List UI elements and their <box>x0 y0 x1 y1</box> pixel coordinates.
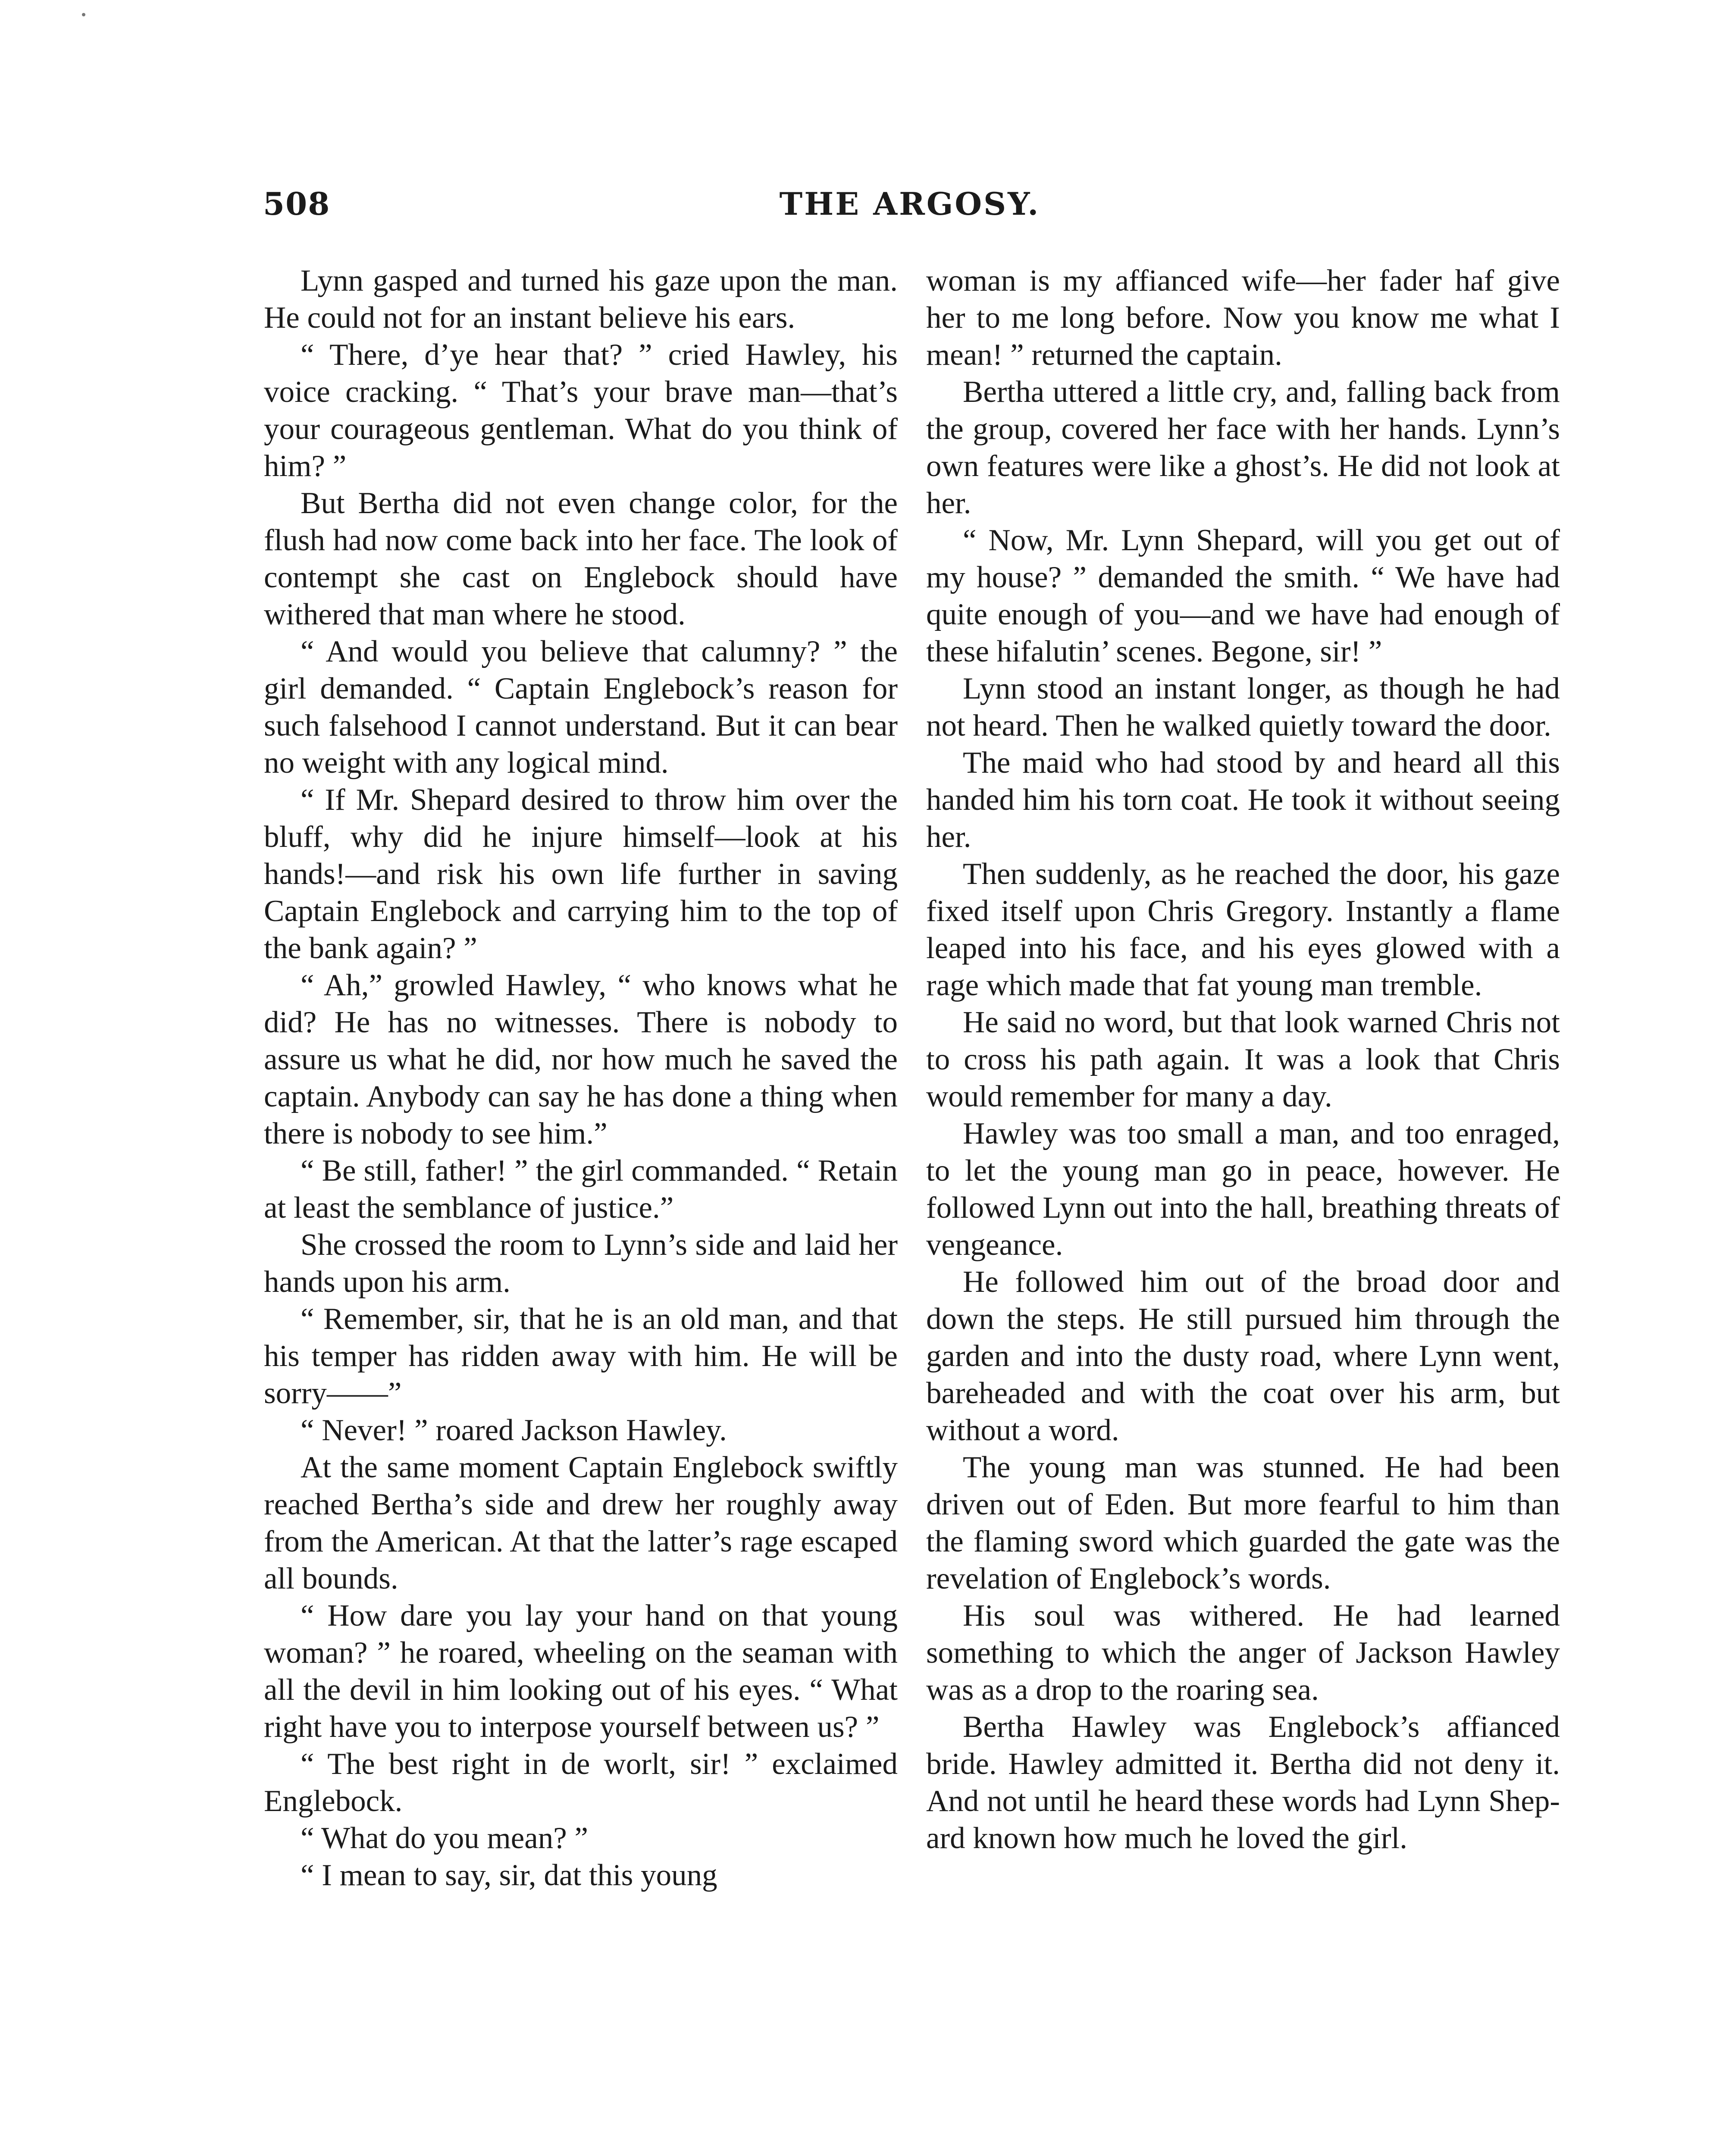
paragraph: “ Be still, father! ” the girl commanded. “ Retain at least the semblance of justice.” <box>264 1154 898 1225</box>
right-column <box>926 262 1560 1857</box>
page-speck <box>82 13 85 16</box>
paragraph: “ There, d’ye hear that? ” cried Hawley, his voice cracking. “ That’s your brave man—that’s your courageous gentleman. What do you think of him? ” <box>264 338 898 483</box>
paragraph: At the same moment Captain Englebock swiftly reached Bertha’s side and drew her roughly away from the American. At that the latter’s rage escaped all bounds. <box>264 1451 898 1595</box>
paragraph: Hawley was too small a man, and too enraged, to let the young man go in peace, however. He followed Lynn out into the hall, breathing threats of vengeance. <box>926 1117 1560 1262</box>
paragraph: “ Remember, sir, that he is an old man, and that his temper has ridden away with him. He will be sorry——” <box>264 1302 898 1410</box>
page-number: 508 <box>263 185 331 222</box>
page-header <box>263 185 1556 237</box>
paragraph: Lynn stood an instant longer, as though he had not heard. Then he walked quietly toward the door. <box>926 672 1560 743</box>
paragraph: He followed him out of the broad door and down the steps. He still pursued him through the garden and into the dusty road, where Lynn went, bareheaded and with the coat over his arm, but without a word. <box>926 1265 1560 1447</box>
paragraph: “ Never! ” roared Jackson Hawley. <box>301 1413 727 1447</box>
paragraph: Lynn gasped and turned his gaze upon the man. He could not for an instant believe his ears. <box>264 264 898 335</box>
paragraph: “ The best right in de worlt, sir! ” exclaimed Englebock. <box>264 1747 898 1818</box>
paragraph: His soul was withered. He had learned something to which the anger of Jackson Hawley was as a drop to the roaring sea. <box>926 1599 1560 1707</box>
paragraph: “ If Mr. Shepard desired to throw him over the bluff, why did he injure himself—look at his hands!—and risk his own life further in saving Captain Englebock and carrying him to the top of the bank again? ” <box>264 783 898 965</box>
paragraph: He said no word, but that look warned Chris not to cross his path again. It was a look that Chris would remember for many a day. <box>926 1006 1560 1113</box>
paragraph: “ I mean to say, sir, dat this young <box>301 1858 717 1892</box>
paragraph: “ And would you believe that calumny? ” the girl demanded. “ Captain Englebock’s reason for such falsehood I cannot understand. But it can bear no weight with any logical mind. <box>264 635 898 780</box>
left-column <box>264 262 898 1894</box>
paragraph: Bertha Hawley was Englebock’s affianced bride. Hawley admitted it. Bertha did not deny it. And not until he heard these words had Lynn Shepard known how much he loved the girl. <box>926 1710 1560 1855</box>
paragraph: But Bertha did not even change color, for the flush had now come back into her face. The look of contempt she cast on Englebock should have withered that man where he stood. <box>264 486 898 631</box>
paragraph: She crossed the room to Lynn’s side and laid her hands upon his arm. <box>264 1228 898 1299</box>
paragraph: “ How dare you lay your hand on that young woman? ” he roared, wheeling on the seaman with all the devil in him looking out of his eyes. “ What right have you to interpose yourself between us? ” <box>264 1599 898 1744</box>
paragraph-continued: woman is my affianced wife—her fader haf give her to me long before. Now you know me what I mean! ” returned the captain. <box>926 264 1560 372</box>
paragraph: The young man was stunned. He had been driven out of Eden. But more fearful to him than the flaming sword which guarded the gate was the revelation of Englebock’s words. <box>926 1451 1560 1595</box>
paragraph: Bertha uttered a little cry, and, falling back from the group, covered her face with her hands. Lynn’s own features were like a ghost’s. He did not look at her. <box>926 375 1560 520</box>
paragraph: “ What do you mean? ” <box>301 1821 589 1855</box>
running-head: THE ARGOSY. <box>779 185 1040 222</box>
paragraph: Then suddenly, as he reached the door, his gaze fixed itself upon Chris Gregory. Instantly a flame leaped into his face, and his eyes glowed with a rage which made that fat young man tremble. <box>926 857 1560 1002</box>
paragraph: “ Now, Mr. Lynn Shepard, will you get out of my house? ” demanded the smith. “ We have had quite enough of you—and we have had enough of these hifalutin’ scenes. Begone, sir! ” <box>926 523 1560 668</box>
paragraph: “ Ah,” growled Hawley, “ who knows what he did? He has no witnesses. There is nobody to assure us what he did, nor how much he saved the captain. Anybody can say he has done a thing when there is nobody to see him.” <box>264 968 898 1150</box>
paragraph: The maid who had stood by and heard all this handed him his torn coat. He took it without seeing her. <box>926 746 1560 854</box>
